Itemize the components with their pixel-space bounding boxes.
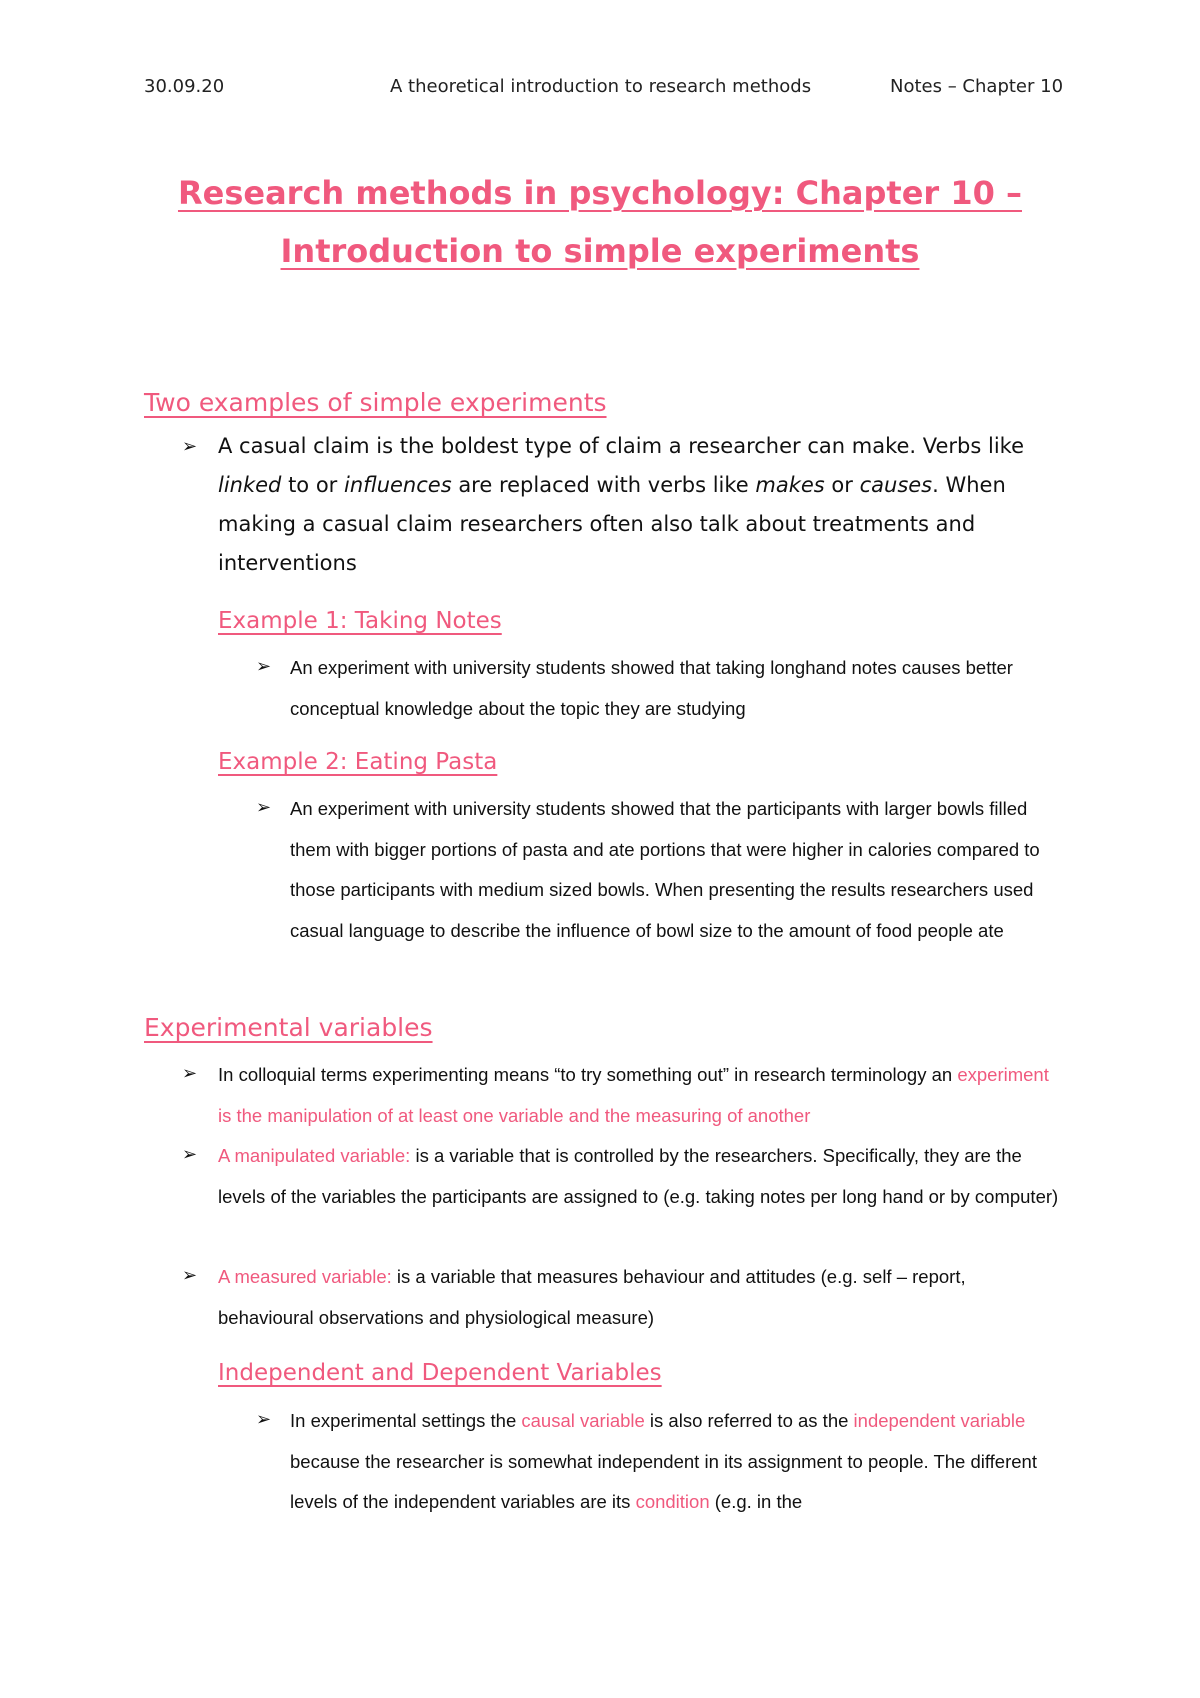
subsection-heading-independent-dependent: Independent and Dependent Variables	[218, 1360, 662, 1386]
manipulated-variable-text: A manipulated variable: is a variable that is controlled by the researchers. Specifically, they are the levels of the variables the participants are assigned to (e.g. taking notes per long hand or by computer)	[218, 1145, 1059, 1207]
header-date: 30.09.20	[144, 76, 225, 97]
example-2-heading: Example 2: Eating Pasta	[218, 749, 498, 775]
measured-variable-text: A measured variable: is a variable that measures behaviour and attitudes (e.g. self – report, behavioural observations and physiological measure)	[218, 1266, 966, 1328]
title-line-2: Introduction to simple experiments	[280, 232, 920, 270]
example-1-text: An experiment with university students showed that taking longhand notes causes better conceptual knowledge about the topic they are studying	[290, 657, 1013, 719]
arrowhead-bullet-icon: ➢	[256, 1409, 272, 1430]
page-title	[144, 164, 1056, 280]
section-heading-experimental-variables: Experimental variables	[144, 1013, 433, 1042]
arrowhead-bullet-icon: ➢	[182, 436, 198, 457]
example-1-heading: Example 1: Taking Notes	[218, 608, 502, 634]
arrowhead-bullet-icon: ➢	[256, 797, 272, 818]
arrowhead-bullet-icon: ➢	[256, 656, 272, 677]
example-2-text: An experiment with university students showed that the participants with larger bowls filled them with bigger portions of pasta and ate portions that were higher in calories compared to those participants with medium sized bowls. When presenting the results researchers used casual language to describe the influence of bowl size to the amount of food people ate	[290, 798, 1040, 941]
header-course: A theoretical introduction to research methods	[390, 76, 812, 97]
arrowhead-bullet-icon: ➢	[182, 1265, 198, 1286]
header-chapter: Notes – Chapter 10	[890, 76, 1064, 97]
bullet-casual-claim-text: A casual claim is the boldest type of claim a researcher can make. Verbs like linked to or influences are replaced with verbs like makes or causes. When making a casual claim researchers often also talk about treatments and interventions	[218, 434, 1024, 575]
title-line-1: Research methods in psychology: Chapter 10 –	[177, 174, 1022, 212]
independent-variable-text: In experimental settings the causal variable is also referred to as the independent variable because the researcher is somewhat independent in its assignment to people. The different levels of the independent variables are its condition (e.g. in the	[290, 1410, 1037, 1512]
arrowhead-bullet-icon: ➢	[182, 1063, 198, 1084]
experiment-definition-text: In colloquial terms experimenting means “to try something out” in research terminology an experiment is the manipulation of at least one variable and the measuring of another	[218, 1064, 1049, 1126]
section-heading-examples: Two examples of simple experiments	[144, 388, 607, 417]
arrowhead-bullet-icon: ➢	[182, 1144, 198, 1165]
